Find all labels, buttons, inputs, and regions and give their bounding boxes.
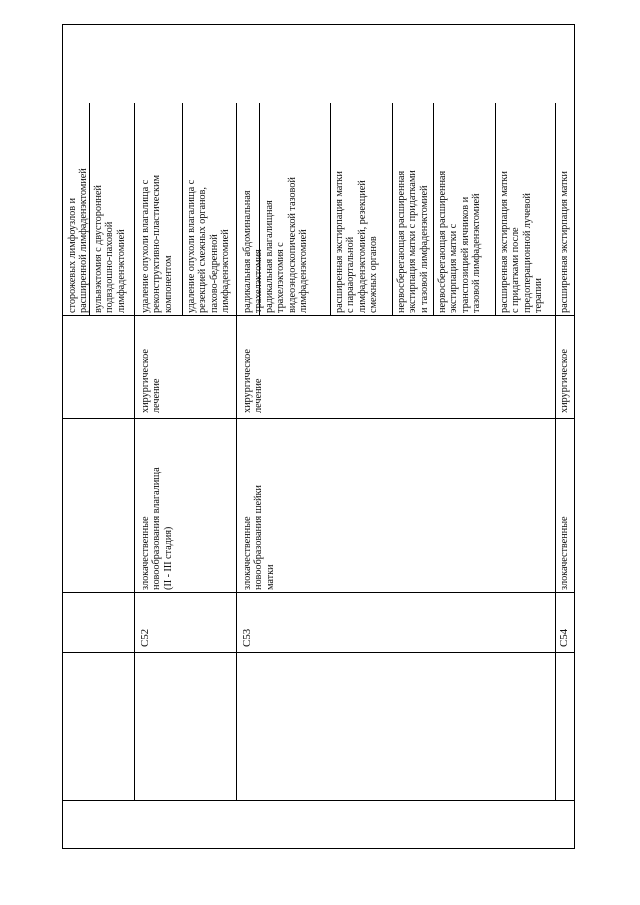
text-line: хирургическое [242, 349, 253, 413]
text-line: лечение [253, 378, 265, 413]
method-text [264, 177, 309, 313]
text-line: расширенная экстирпация матки [559, 171, 570, 313]
diagnosis-text [242, 485, 276, 590]
icd-code: C54 [558, 628, 570, 647]
text-line: (II - III стадия) [162, 526, 174, 590]
text-line: удаление опухоли влагалища с [140, 179, 151, 313]
method-text [396, 170, 430, 313]
method-divider [392, 103, 393, 315]
treatment-type [559, 349, 570, 413]
text-line: сторожевых лимфоузлов и [67, 198, 78, 313]
text-line: новообразования шейки [253, 485, 265, 590]
text-line: нервосберегающая расширенная [437, 170, 448, 313]
text-line: пахово-бедренной [208, 234, 220, 313]
method-text [334, 171, 379, 313]
text-line: злокачественные [559, 516, 570, 590]
method-text [559, 171, 570, 313]
column-divider [62, 592, 575, 593]
method-text [437, 171, 482, 313]
method-text [67, 168, 90, 313]
method-text [499, 171, 544, 313]
diagnosis-text [140, 467, 174, 590]
column-divider [62, 800, 575, 801]
text-line: трахелэктомия с [275, 242, 287, 313]
method-text [186, 180, 231, 313]
column-divider [62, 315, 575, 316]
text-line: резекцией смежных органов, [197, 187, 209, 313]
text-line: терапии [532, 278, 544, 313]
method-text [140, 175, 174, 313]
row-divider [134, 103, 135, 800]
text-line: с придатками после [510, 227, 522, 313]
text-line: экстирпация матки с [448, 223, 460, 313]
method-divider [182, 103, 183, 315]
text-line: хирургическое [559, 349, 570, 413]
row-divider [555, 103, 556, 800]
text-line: расширенной лимфаденэктомией [78, 168, 90, 313]
diagnosis-text [559, 517, 570, 591]
text-line: подвздошно-паховой [104, 221, 116, 313]
text-line: лимфаденэктомией, резекцией [356, 180, 368, 313]
text-line: экстирпация матки с придатками [407, 170, 419, 313]
text-line: злокачественные [140, 516, 151, 590]
text-line: трахелэктомия [253, 249, 265, 313]
text-line: радикальная абдоминальная [242, 190, 253, 313]
row-divider [236, 103, 237, 800]
text-line: лимфаденэктомией [115, 229, 127, 313]
method-text [93, 185, 127, 313]
text-line: хирургическое [140, 349, 151, 413]
method-divider [495, 103, 496, 315]
text-line: реконструктивно-пластическим [151, 175, 163, 313]
text-line: видеоэндоскопической тазовой [286, 177, 298, 313]
text-line: лимфаденэктомией [219, 229, 231, 313]
icd-code: C52 [139, 628, 151, 647]
text-line: нервосберегающая расширенная [396, 170, 407, 313]
text-line: с парааортальной [345, 236, 357, 313]
text-line: радикальная влагалищная [264, 200, 275, 313]
text-line: тазовой лимфаденэктомией [470, 193, 482, 313]
text-line: вульвэктомия с двусторонней [93, 185, 104, 313]
text-line: матки [264, 564, 276, 590]
text-line: компонентом [162, 255, 174, 313]
table-frame [62, 24, 575, 849]
method-divider [433, 103, 434, 315]
text-line: и тазовой лимфаденэктомией [418, 185, 430, 313]
text-line: злокачественные [242, 516, 253, 590]
text-line: предоперационной лучевой [521, 193, 533, 313]
text-line: лечение [151, 378, 163, 413]
treatment-type [140, 349, 163, 413]
method-text [242, 191, 265, 313]
text-line: новообразования влагалища [151, 467, 163, 590]
method-divider [330, 103, 331, 315]
icd-code: C53 [241, 628, 253, 647]
treatment-type [242, 349, 265, 413]
text-line: транспозицией яичников и [459, 196, 471, 313]
text-line: расширенная экстирпация матки [334, 171, 345, 313]
column-divider [62, 652, 575, 653]
text-line: расширенная экстирпация матки [499, 171, 510, 313]
column-divider [62, 418, 575, 419]
text-line: лимфаденэктомией [297, 229, 309, 313]
text-line: удаление опухоли влагалища с [186, 179, 197, 313]
text-line: смежных органов [367, 236, 379, 313]
